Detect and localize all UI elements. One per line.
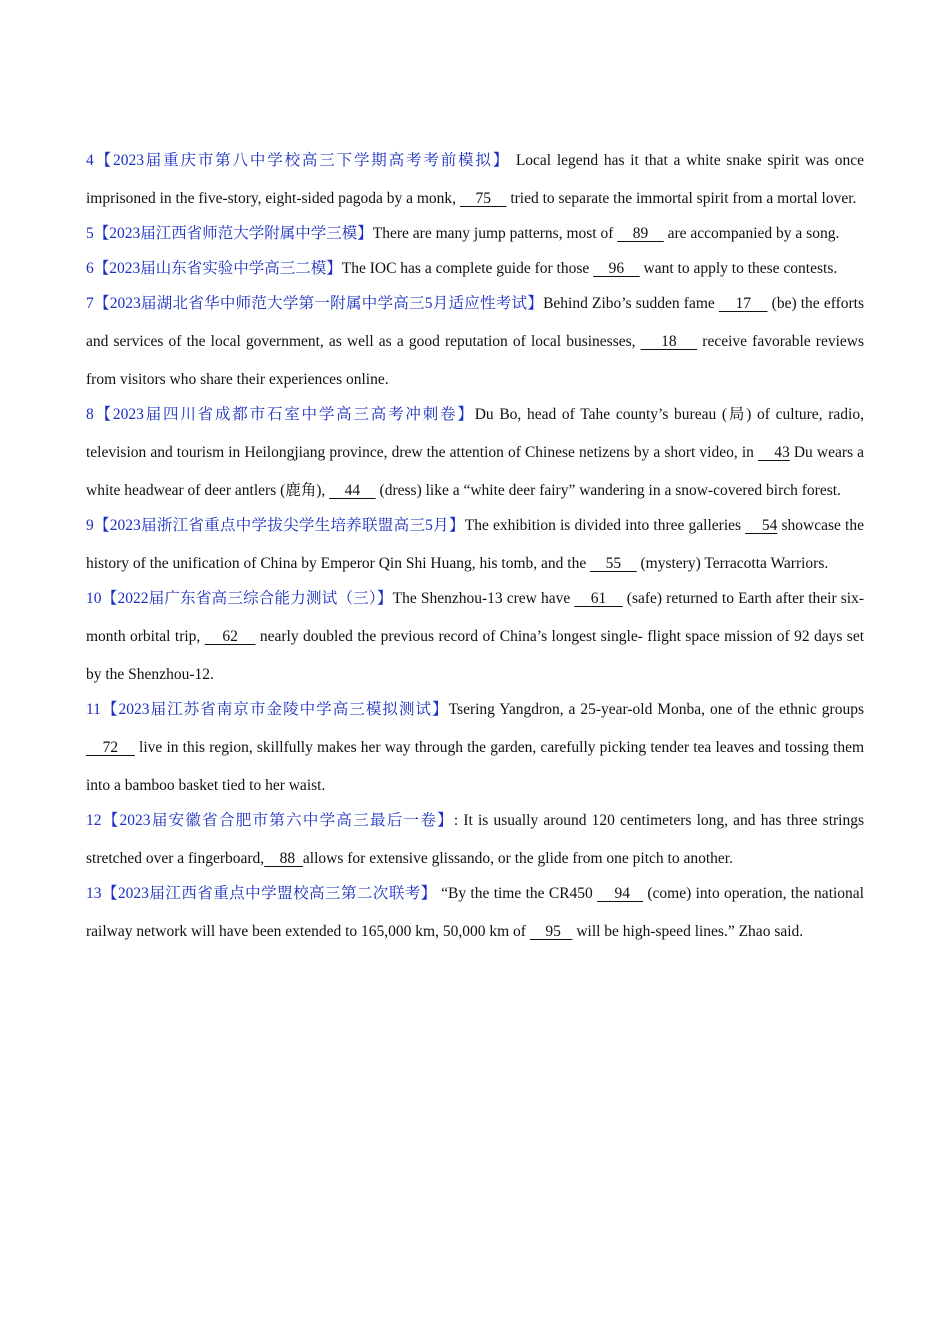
question-item-9 (86, 507, 864, 583)
answer-blank: 62 (204, 628, 256, 645)
answer-blank: 55 (590, 555, 637, 572)
question-item-4 (86, 142, 864, 218)
question-number: 5 (86, 225, 94, 242)
answer-blank: 54 (745, 517, 778, 534)
question-text: “By the time the CR450 (436, 885, 598, 902)
answer-blank: 44 (329, 482, 376, 499)
answer-blank: 89 (617, 225, 664, 242)
question-text: Behind Zibo’s sudden fame (543, 295, 719, 312)
answer-blank: 75 (459, 190, 507, 207)
question-text: Du wears a white headwear of deer antlers (鹿角), (86, 444, 864, 499)
question-source: 【2023届安徽省合肥市第六中学高三最后一卷】 (101, 812, 454, 829)
question-text: (mystery) Terracotta Warriors. (636, 555, 829, 572)
question-source: 【2023届山东省实验中学高三二模】 (93, 260, 342, 277)
answer-blank: 18 (640, 333, 698, 350)
question-number: 9 (86, 517, 94, 534)
question-text: Du Bo, head of Tahe county’s bureau (局) of culture, radio, television and tourism in Heilongjiang province, drew the attention of Chinese netizens by a short video, in (86, 406, 864, 461)
answer-blank: 88 (264, 850, 303, 867)
question-source: 【2023届四川省成都市石室中学高三高考冲刺卷】 (93, 406, 475, 423)
question-item-13 (86, 875, 864, 951)
question-text: allows for extensive glissando, or the glide from one pitch to another. (302, 850, 733, 867)
answer-blank: 96 (593, 260, 640, 277)
question-text: The exhibition is divided into three galleries (464, 517, 746, 534)
question-text: are accompanied by a song. (663, 225, 840, 242)
question-item-10 (86, 580, 864, 694)
answer-blank: 61 (574, 590, 623, 607)
question-text: showcase the history of the unification of China by Emperor Qin Shi Huang, his tomb, and the (86, 517, 864, 572)
question-item-6 (86, 250, 864, 288)
question-text: (dress) like a “white deer fairy” wandering in a snow-covered birch forest. (375, 482, 841, 499)
question-text: (come) into operation, the national railway network will have been extended to 165,000 km, 50,000 km of (86, 885, 864, 940)
question-text: nearly doubled the previous record of China’s longest single- flight space mission of 92 days set by the Shenzhou-12. (86, 628, 865, 683)
question-number: 7 (86, 295, 94, 312)
question-source: 【2023届江西省师范大学附属中学三模】 (93, 225, 373, 242)
question-source: 【2023届浙江省重点中学拔尖学生培养联盟高三5月】 (93, 517, 465, 534)
question-number: 10 (86, 590, 102, 607)
question-number: 8 (86, 406, 94, 423)
question-text: Tsering Yangdron, a 25-year-old Monba, one of the ethnic groups (448, 701, 864, 718)
question-number: 13 (86, 885, 102, 902)
question-item-5 (86, 215, 864, 253)
question-item-7 (86, 285, 864, 399)
question-text: The IOC has a complete guide for those (341, 260, 594, 277)
question-text: (safe) returned to Earth after their six- month orbital trip, (86, 590, 864, 645)
question-source: 【2023届江西省重点中学盟校高三第二次联考】 (101, 885, 437, 902)
question-number: 4 (86, 152, 94, 169)
question-item-8 (86, 396, 864, 510)
answer-blank: 17 (718, 295, 768, 312)
question-source: 【2022届广东省高三综合能力测试（三）】 (101, 590, 393, 607)
answer-blank: 72 (86, 739, 135, 756)
question-source: 【2023届湖北省华中师范大学第一附属中学高三5月适应性考试】 (93, 295, 544, 312)
question-number: 12 (86, 812, 102, 829)
question-item-11 (86, 691, 864, 805)
question-number: 6 (86, 260, 94, 277)
question-text: The Shenzhou-13 crew have (392, 590, 575, 607)
answer-blank: 43 (757, 444, 790, 461)
question-text: will be high-speed lines.” Zhao said. (572, 923, 804, 940)
question-text: There are many jump patterns, most of (372, 225, 618, 242)
answer-blank: 95 (529, 923, 573, 940)
question-source: 【2023届江苏省南京市金陵中学高三模拟测试】 (100, 701, 449, 718)
question-list (86, 142, 864, 948)
question-number: 11 (86, 701, 101, 718)
question-text: (be) the efforts and services of the local government, as well as a good reputation of local businesses, (86, 295, 864, 350)
question-text: live in this region, skillfully makes her way through the garden, carefully picking tender tea leaves and tossing them into a bamboo basket tied to her waist. (86, 739, 864, 794)
question-source: 【2023届重庆市第八中学校高三下学期高考考前模拟】 (93, 152, 511, 169)
question-text: want to apply to these contests. (639, 260, 838, 277)
question-item-12 (86, 802, 864, 878)
question-text: Local legend has it that a white snake spirit was once imprisoned in the five-story, eight-sided pagoda by a monk, (86, 152, 864, 207)
question-text: receive favorable reviews from visitors who share their experiences online. (86, 333, 865, 388)
answer-blank: 94 (597, 885, 644, 902)
question-text: tried to separate the immortal spirit from a mortal lover. (506, 190, 857, 207)
question-text: : It is usually around 120 centimeters long, and has three strings stretched over a fingerboard, (86, 812, 864, 867)
